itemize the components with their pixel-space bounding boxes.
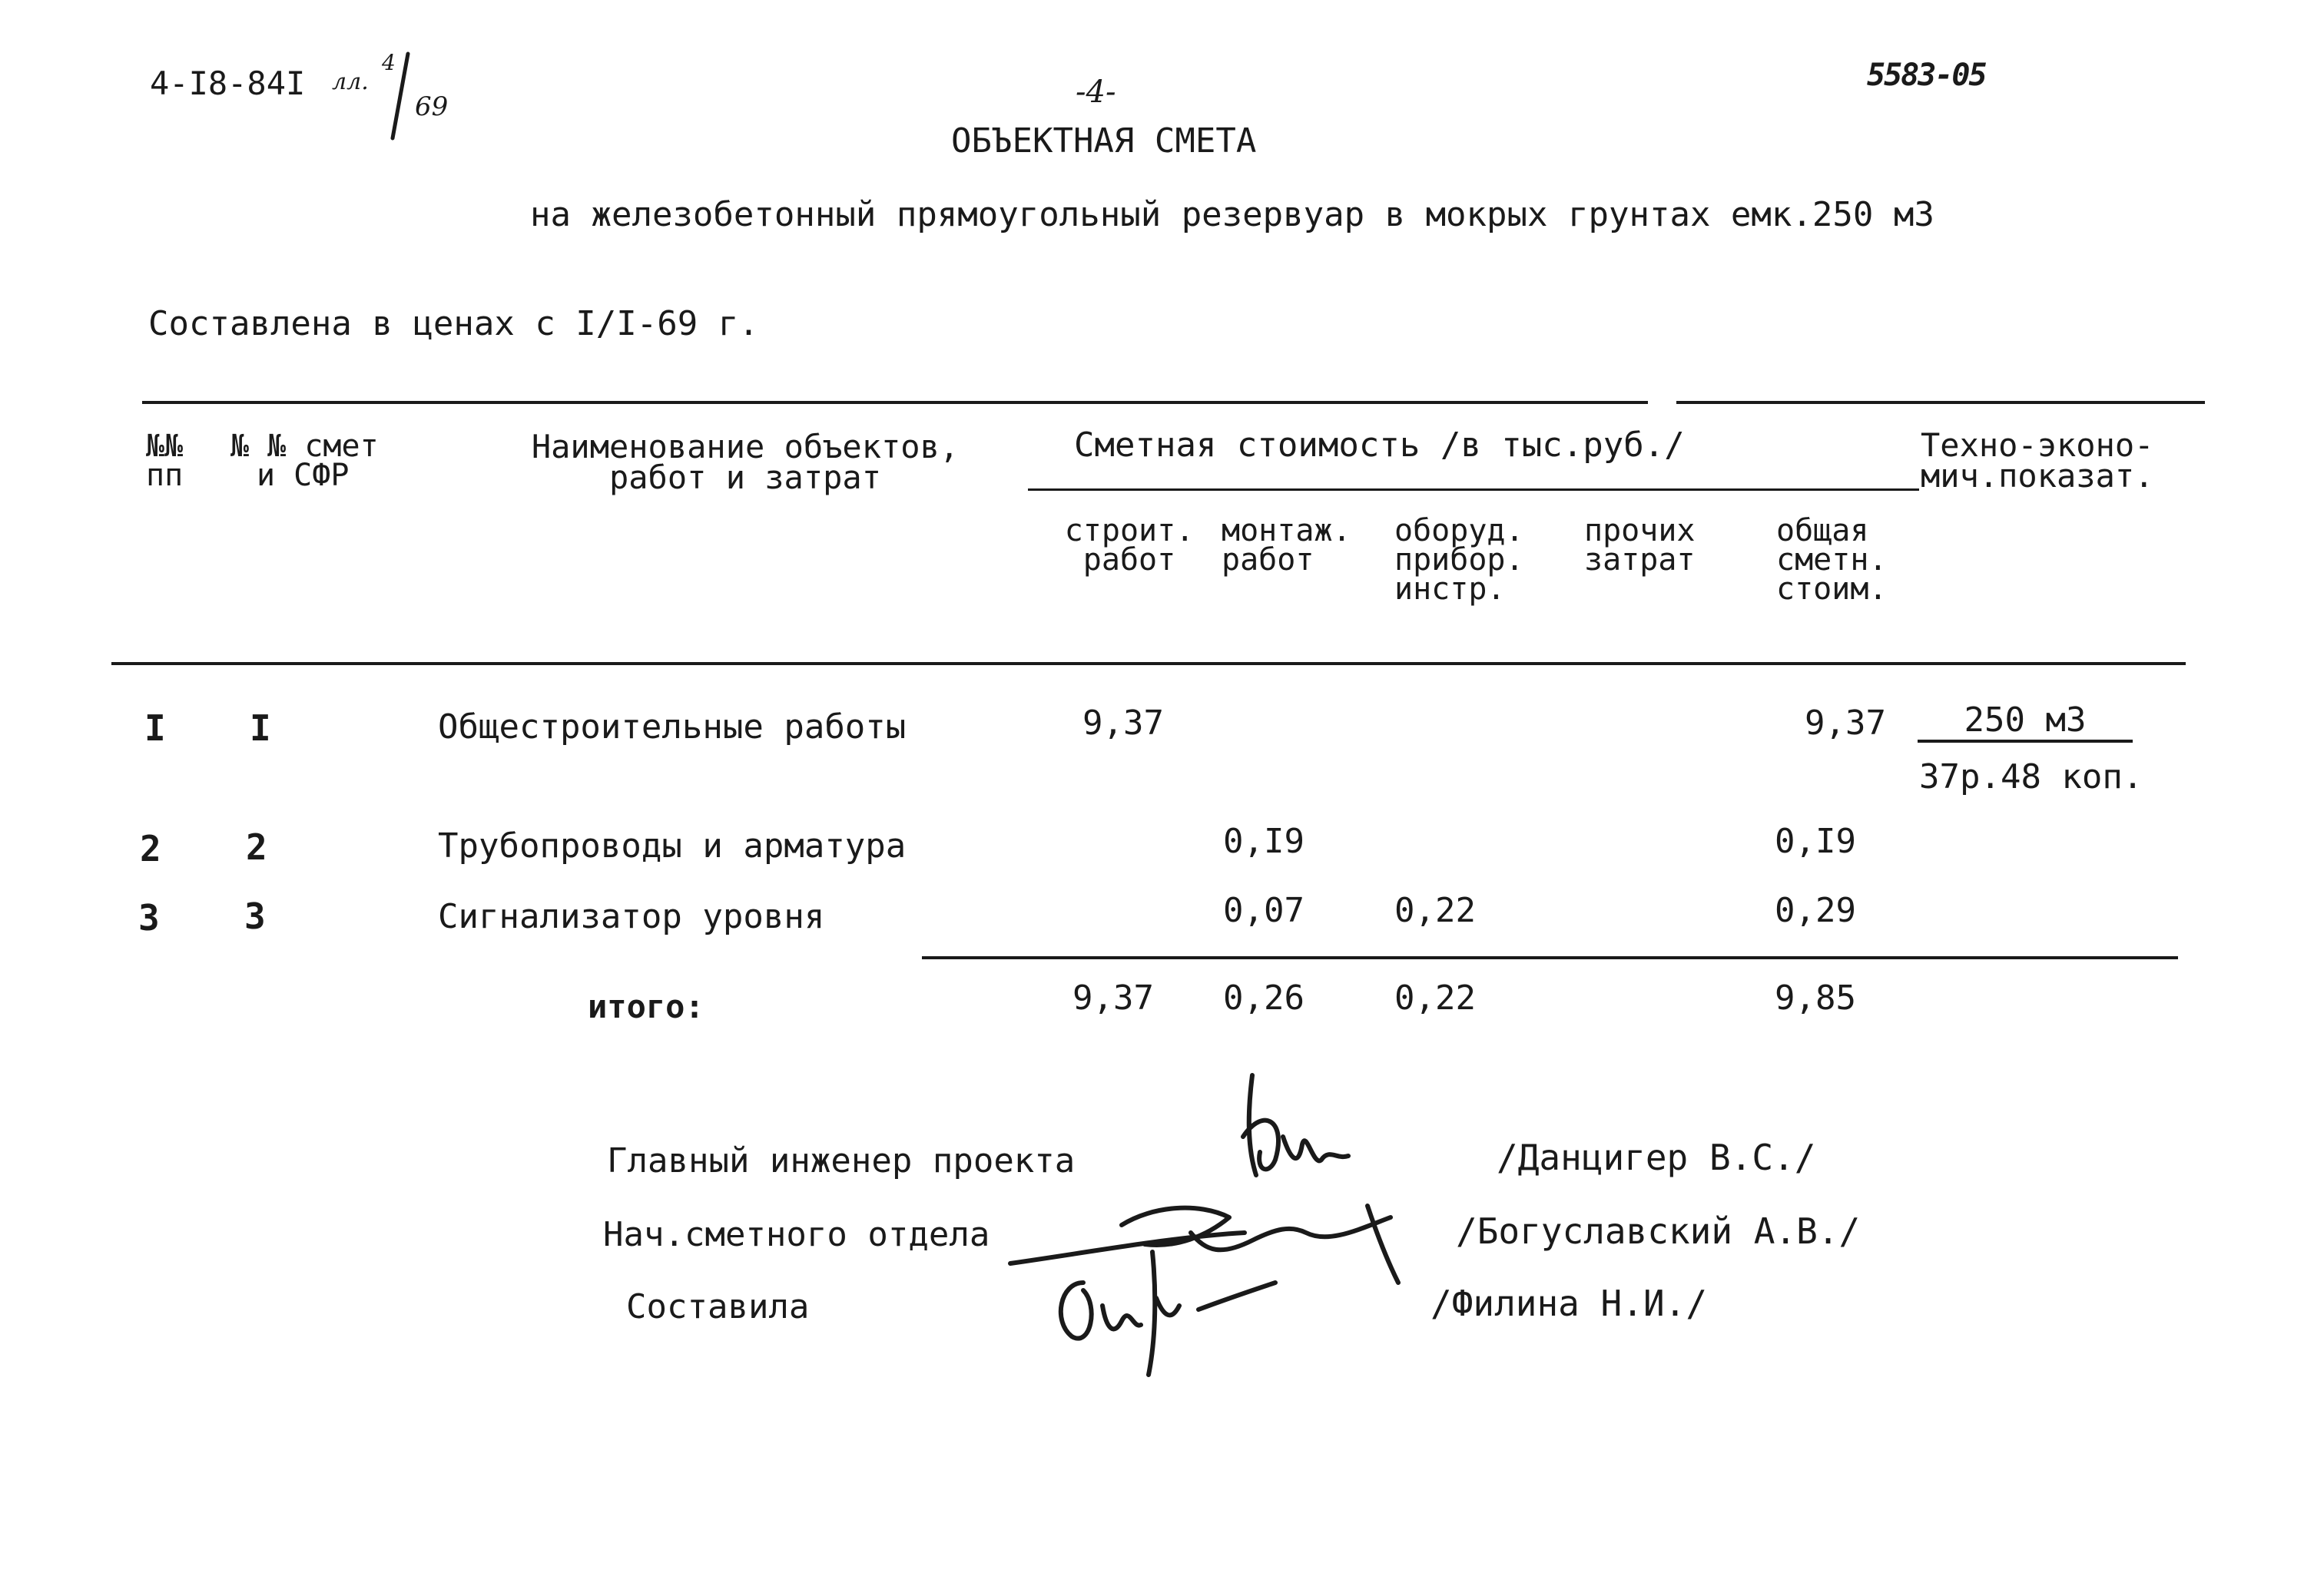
document-note: лл. [332,68,369,95]
row-name: Сигнализатор уровня [438,897,825,936]
document-code: 4-I8-84I [150,65,306,102]
header-bottom-rule [111,662,2186,665]
prices-note: Составлена в ценах с I/I-69 г. [148,304,759,343]
totals-equipment: 0,22 [1394,978,1476,1018]
row-total: 0,I9 [1775,822,1856,861]
header-name: Наименование объектов, работ и затрат [531,428,960,496]
row-name: Общестроительные работы [438,707,907,747]
header-cost-group: Сметная стоимость /в тыс.руб./ [1074,425,1685,465]
handwritten-signatures [999,1060,1429,1382]
row-equipment: 0,22 [1394,891,1476,930]
row-construction: 9,37 [1082,704,1164,743]
row-indicator-top: 250 м3 [1964,700,2087,740]
row-total: 0,29 [1775,891,1856,930]
sheet-mark-slash [388,51,411,143]
header-estimate: № № смет и СФР [230,429,379,493]
row-estimate: I [250,707,271,749]
header-indicators: Техно-эконо- мич.показат. [1921,426,2154,495]
header-other: прочих затрат [1584,513,1696,578]
signature-role-compiler: Составила [626,1287,810,1326]
totals-rule [922,956,2178,959]
row-indicator-bottom: 37р.48 коп. [1919,757,2143,796]
archive-stamp: 5583-05 [1867,58,1986,93]
row-total: 9,37 [1805,704,1886,743]
row-num: I [144,707,166,749]
indicator-fraction-rule [1918,740,2133,743]
table-top-rule-right [1676,401,2205,404]
sheet-mark: 4 [382,50,396,75]
signature-name-chief-engineer: /Данцигер В.С./ [1497,1137,1816,1178]
row-num: 3 [138,897,160,939]
row-estimate: 3 [244,896,266,937]
header-installation: монтаж. работ [1222,513,1351,578]
totals-construction: 9,37 [1072,978,1154,1018]
signature-role-chief-engineer: Главный инженер проекта [607,1141,1076,1180]
row-installation: 0,I9 [1223,822,1305,861]
header-total: общая сметн. стоим. [1776,513,1888,607]
header-equipment: оборуд. прибор. инстр. [1394,513,1524,607]
page-title: ОБЪЕКТНАЯ СМЕТА [951,121,1257,161]
header-num: №№ пп [146,429,184,493]
signature-name-estimate-head: /Богуславский А.В./ [1456,1210,1861,1252]
totals-total: 9,85 [1775,978,1856,1018]
cost-group-rule [1028,488,1919,491]
row-name: Трубопроводы и арматура [438,826,907,866]
signature-name-compiler: /Филина Н.И./ [1431,1283,1708,1324]
table-top-rule-left [142,401,1648,404]
row-num: 2 [140,828,161,869]
page-subtitle: на железобетонный прямоугольный резервуар в мокрых грунтах емк.250 м3 [530,195,1934,234]
totals-installation: 0,26 [1223,978,1305,1018]
signature-role-estimate-head: Нач.сметного отдела [603,1215,990,1254]
row-estimate: 2 [246,826,267,868]
page-number: -4- [1076,75,1116,110]
sheet-mark-denominator: 69 [415,91,449,122]
header-construction: строит. работ [1064,513,1195,578]
totals-label: итого: [588,988,704,1025]
row-installation: 0,07 [1223,891,1305,930]
